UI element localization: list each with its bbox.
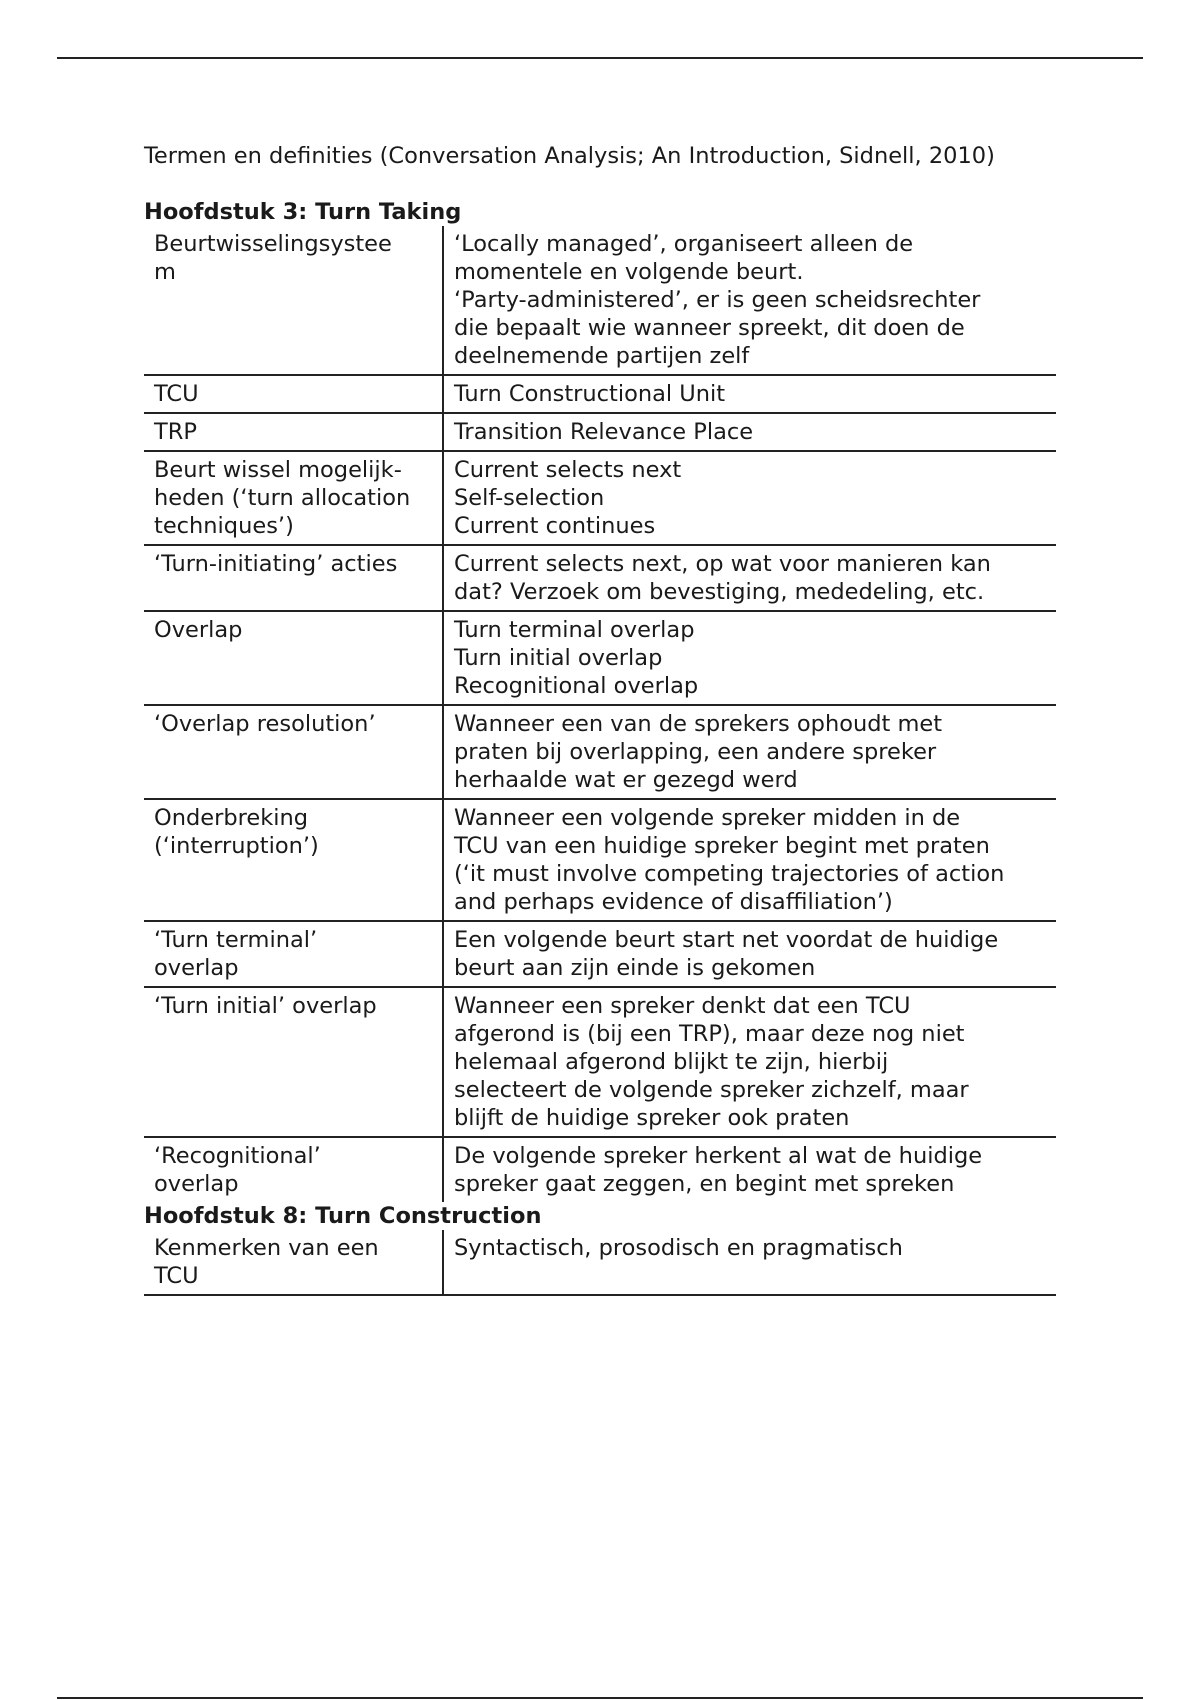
section-heading-turn-taking: Hoofdstuk 3: Turn Taking — [144, 199, 462, 225]
term-cell — [144, 375, 443, 413]
terms-table-turn-taking — [144, 226, 1056, 1202]
definition-line: Turn terminal overlap — [454, 617, 695, 643]
term-line: Beurtwisselingsystee — [154, 231, 392, 257]
definition-cell — [443, 1137, 1056, 1202]
table-row — [144, 545, 1056, 611]
term-cell — [144, 705, 443, 799]
definition-line: Turn Constructional Unit — [454, 381, 726, 407]
definition-cell — [443, 705, 1056, 799]
definition-cell — [443, 451, 1056, 545]
term-line: Beurt wissel mogelijk- — [154, 457, 402, 483]
term-line: Overlap — [154, 617, 243, 643]
page-bottom-rule — [57, 1697, 1143, 1699]
term-cell — [144, 226, 443, 375]
definition-line: Self-selection — [454, 485, 605, 511]
definition-line: Wanneer een spreker denkt dat een TCU — [454, 993, 911, 1019]
term-line: overlap — [154, 1171, 239, 1197]
definition-line: Transition Relevance Place — [454, 419, 754, 445]
term-cell — [144, 545, 443, 611]
definition-line: helemaal afgerond blijkt te zijn, hierbij — [454, 1049, 889, 1075]
definition-cell — [443, 413, 1056, 451]
definition-cell — [443, 921, 1056, 987]
table-row — [144, 226, 1056, 375]
term-cell — [144, 987, 443, 1137]
definition-line: die bepaalt wie wanneer spreekt, dit doen de — [454, 315, 965, 341]
definition-cell — [443, 1230, 1056, 1295]
definition-line: ‘Party-administered’, er is geen scheidsrechter — [454, 287, 981, 313]
definition-line: beurt aan zijn einde is gekomen — [454, 955, 816, 981]
term-line: techniques’) — [154, 513, 294, 539]
definition-cell — [443, 545, 1056, 611]
definition-line: praten bij overlapping, een andere spreker — [454, 739, 937, 765]
definition-line: Syntactisch, prosodisch en pragmatisch — [454, 1235, 903, 1261]
term-line: overlap — [154, 955, 239, 981]
term-cell — [144, 451, 443, 545]
terms-table-turn-construction — [144, 1230, 1056, 1296]
section-heading-turn-construction: Hoofdstuk 8: Turn Construction — [144, 1203, 542, 1229]
definition-line: Current continues — [454, 513, 656, 539]
definition-line: momentele en volgende beurt. — [454, 259, 804, 285]
definition-line: blijft de huidige spreker ook praten — [454, 1105, 850, 1131]
term-line: TCU — [154, 381, 199, 407]
definition-line: Recognitional overlap — [454, 673, 699, 699]
definition-cell — [443, 987, 1056, 1137]
definition-line: Wanneer een volgende spreker midden in de — [454, 805, 961, 831]
definition-line: Een volgende beurt start net voordat de huidige — [454, 927, 999, 953]
definition-line: dat? Verzoek om bevestiging, mededeling, etc. — [454, 579, 985, 605]
term-line: TRP — [154, 419, 197, 445]
term-cell — [144, 921, 443, 987]
definition-cell — [443, 799, 1056, 921]
term-line: (‘interruption’) — [154, 833, 319, 859]
term-cell — [144, 1137, 443, 1202]
table-row — [144, 375, 1056, 413]
term-cell — [144, 799, 443, 921]
table-row — [144, 413, 1056, 451]
table-row — [144, 705, 1056, 799]
table-row — [144, 799, 1056, 921]
document-intro: Termen en definities (Conversation Analysis; An Introduction, Sidnell, 2010) — [144, 143, 995, 169]
term-cell — [144, 611, 443, 705]
term-cell — [144, 413, 443, 451]
definition-cell — [443, 375, 1056, 413]
term-line: ‘Turn terminal’ — [154, 927, 318, 953]
table-row — [144, 921, 1056, 987]
definition-line: herhaalde wat er gezegd werd — [454, 767, 798, 793]
definition-line: Turn initial overlap — [454, 645, 663, 671]
term-line: ‘Overlap resolution’ — [154, 711, 376, 737]
definition-line: De volgende spreker herkent al wat de huidige — [454, 1143, 983, 1169]
definition-line: afgerond is (bij een TRP), maar deze nog niet — [454, 1021, 965, 1047]
definition-line: and perhaps evidence of disaffiliation’) — [454, 889, 893, 915]
table-row — [144, 451, 1056, 545]
term-line: Kenmerken van een — [154, 1235, 379, 1261]
term-line: heden (‘turn allocation — [154, 485, 411, 511]
term-line: ‘Turn initial’ overlap — [154, 993, 377, 1019]
term-line: ‘Recognitional’ — [154, 1143, 321, 1169]
term-cell — [144, 1230, 443, 1295]
definition-cell — [443, 611, 1056, 705]
definition-line: spreker gaat zeggen, en begint met spreken — [454, 1171, 955, 1197]
table-row — [144, 611, 1056, 705]
definition-cell — [443, 226, 1056, 375]
term-line: m — [154, 259, 176, 285]
table-row — [144, 1230, 1056, 1295]
term-line: TCU — [154, 1263, 199, 1289]
definition-line: (‘it must involve competing trajectories of action — [454, 861, 1005, 887]
table-row — [144, 1137, 1056, 1202]
definition-line: Current selects next — [454, 457, 682, 483]
page-top-rule — [57, 57, 1143, 59]
term-line: ‘Turn-initiating’ acties — [154, 551, 398, 577]
definition-line: Current selects next, op wat voor manieren kan — [454, 551, 991, 577]
definition-line: Wanneer een van de sprekers ophoudt met — [454, 711, 943, 737]
definition-line: deelnemende partijen zelf — [454, 343, 750, 369]
document-body — [144, 142, 1056, 1296]
definition-line: TCU van een huidige spreker begint met praten — [454, 833, 990, 859]
term-line: Onderbreking — [154, 805, 309, 831]
definition-line: ‘Locally managed’, organiseert alleen de — [454, 231, 914, 257]
definition-line: selecteert de volgende spreker zichzelf, maar — [454, 1077, 969, 1103]
table-row — [144, 987, 1056, 1137]
